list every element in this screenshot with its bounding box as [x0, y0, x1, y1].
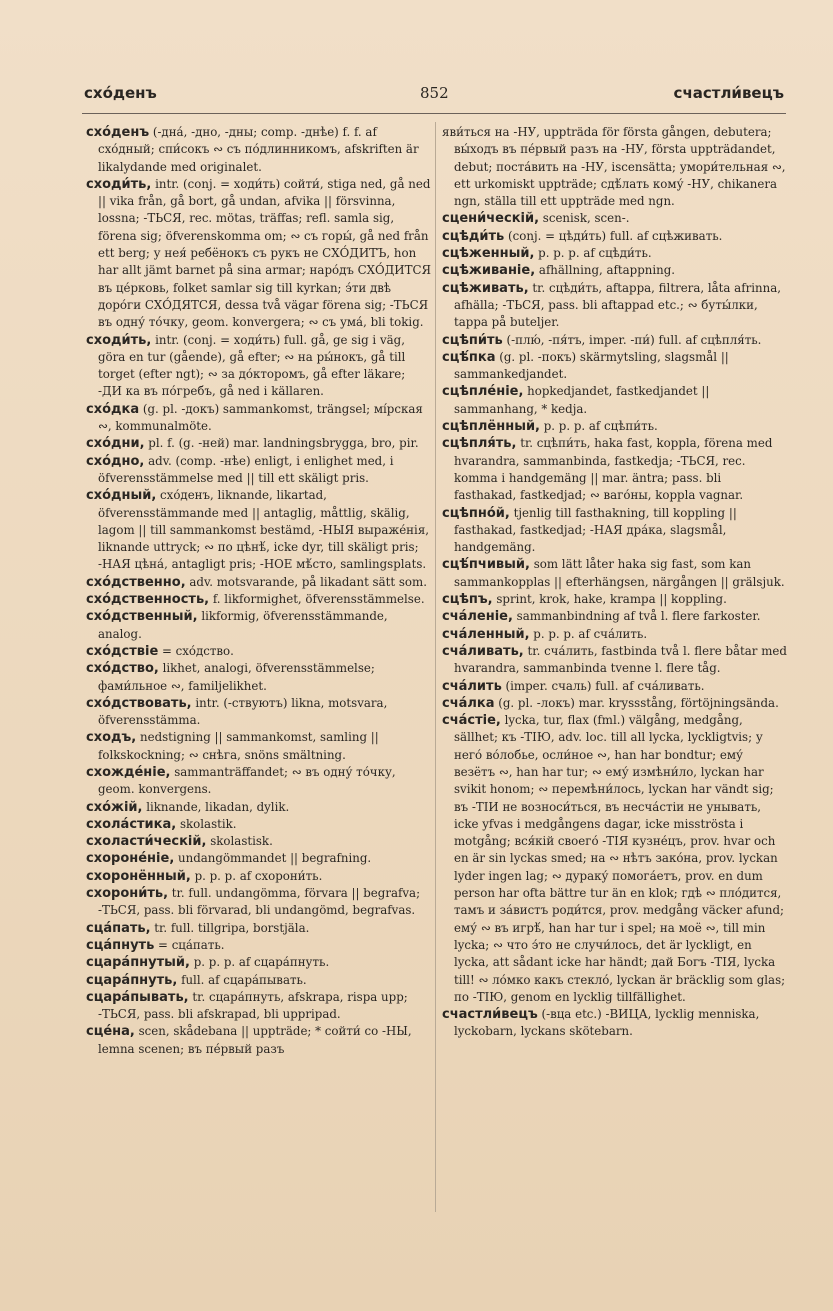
dictionary-entry	[442, 349, 787, 384]
entry-definition: tr. full. undangömma, förvara || begrafva; -ТЬСЯ, pass. bli förvarad, bli undangömd, begrafvas.	[98, 886, 421, 918]
entry-definition: = схо́дство.	[158, 643, 234, 658]
dictionary-entry	[86, 591, 431, 608]
entry-definition: p. p. p. af сцара́пнуть.	[189, 955, 330, 970]
dictionary-entry	[442, 245, 787, 262]
entry-definition: p. p. p. af сцѣди́ть.	[534, 246, 652, 261]
entry-headword: схо́дственно,	[86, 574, 186, 590]
header-rule	[82, 113, 786, 114]
dictionary-entry	[86, 453, 431, 488]
entry-definition: nedstigning || sammankomst, samling || folkskockning; ∾ снѣга, snöns smältning.	[98, 730, 379, 762]
entry-headword: сцѣ́пчивый,	[442, 557, 530, 573]
dictionary-entry	[86, 972, 431, 989]
dictionary-entry	[86, 660, 431, 695]
dictionary-entry	[86, 1023, 431, 1058]
dictionary-entry	[86, 764, 431, 799]
dictionary-entry	[442, 435, 787, 504]
entry-headword: схороне́ніе,	[86, 851, 175, 867]
dictionary-entry	[86, 487, 431, 573]
entry-definition: (conj. = цѣди́ть) full. af сцѣживать.	[504, 228, 723, 243]
entry-definition: яви́ться на -НУ, uppträda för första gången, debutera; вы́ходъ въ пе́рвый разъ на -НУ, första uppträdandet, debut; поста́вить на -НУ, iscensätta; умори́тельная ∾, ett urkomiskt uppträde; сдѣ́лать кому́ -НУ, chikanera ngn, ställa till ett uppträde med ngn.	[442, 125, 786, 209]
entry-definition: skolastik.	[176, 816, 237, 831]
entry-definition: (g. pl. -покъ) skärmytsling, slagsmål || sammankedjandet.	[454, 349, 729, 382]
dictionary-entry	[86, 989, 431, 1024]
dictionary-entry	[86, 954, 431, 971]
dictionary-entry	[86, 401, 431, 436]
column-divider	[435, 122, 436, 1212]
entry-definition: tr. сча́лить, fastbinda två l. flere båtar med hvarandra, sammanbinda tvenne l. flere tåg.	[454, 643, 787, 676]
dictionary-entry	[442, 1006, 787, 1041]
entry-headword: сцѣпи́ть	[442, 332, 503, 348]
entry-headword: сцѣпъ,	[442, 592, 493, 608]
entry-headword: схорони́ть,	[86, 886, 169, 902]
entry-definition: (imper. счаль) full. af сча́ливать.	[501, 678, 705, 693]
entry-definition: adv. motsvarande, på likadant sätt som.	[185, 574, 427, 589]
entry-definition: liknande, likadan, dylik.	[142, 799, 290, 814]
entry-headword: сча́леніе,	[442, 609, 513, 625]
dictionary-entry	[86, 799, 431, 816]
entry-headword: сцени́ческій,	[442, 211, 540, 227]
dictionary-entry	[442, 556, 787, 591]
entry-headword: схо́дный,	[86, 488, 157, 504]
entry-definition: afhällning, aftappning.	[535, 263, 676, 278]
entry-definition: som lätt låter haka sig fast, som kan sammankopplas || efterhängsen, närgången || grälsjuk.	[454, 557, 785, 589]
dictionary-entry	[86, 937, 431, 954]
dictionary-entry	[442, 332, 787, 349]
entry-definition: likformig, öfverensstämmande, analog.	[98, 609, 388, 641]
entry-definition: = сца́пать.	[154, 937, 225, 952]
entry-headword: схо́дка	[86, 401, 140, 417]
entry-definition: tr. сцѣпи́ть, haka fast, koppla, förena med hvarandra, sammanbinda, fastkedja; -ТЬСЯ, rec. komma i handgemäng || mar. äntra; pass. bli fasthakad, fastkedjad; ∾ ваго́ны, koppla vagnar.	[454, 436, 773, 503]
entry-definition: sammanträffandet; ∾ въ одну́ то́чку, geom. konvergens.	[98, 764, 396, 797]
entry-headword: сча́стіе,	[442, 713, 501, 729]
dictionary-entry	[442, 418, 787, 435]
entry-headword: сцѣди́ть	[442, 228, 505, 244]
entry-headword: сца́пать,	[86, 920, 151, 936]
dictionary-entry	[442, 228, 787, 245]
entry-definition: tr. сцара́пнуть, afskrapa, rispa upp; -ТЬСЯ, pass. bli afskrapad, bli uppripad.	[98, 989, 408, 1022]
entry-definition: (-дна́, -дно, -дны; comp. -днѣе) f. f. af схо́дный; спи́сокъ ∾ съ по́длинникомъ, afskriften är likalydande med originalet.	[98, 125, 419, 174]
entry-definition: (g. pl. -локъ) mar. kryssstång, förtöjningsända.	[494, 695, 779, 710]
entry-headword: сцѣженный,	[442, 246, 535, 262]
entry-headword: схоронённый,	[86, 868, 191, 884]
running-head-right: счастли́вецъ	[673, 84, 784, 102]
entry-headword: сцара́пывать,	[86, 989, 189, 1005]
dictionary-entry	[86, 920, 431, 937]
entry-headword: схо́дствіе	[86, 643, 159, 659]
entry-headword: сцара́пнутый,	[86, 955, 190, 971]
entry-definition: tjenlig till fasthakning, till koppling || fasthakad, fastkedjad; -НАЯ дра́ка, slagsmål, handgemäng.	[454, 505, 737, 555]
dictionary-entry	[86, 695, 431, 730]
dictionary-entry	[442, 280, 787, 332]
entry-headword: сцѣживать,	[442, 280, 529, 296]
entry-headword: сцѣпле́ніе,	[442, 384, 524, 400]
dictionary-entry	[86, 868, 431, 885]
dictionary-entry	[86, 729, 431, 764]
entry-headword: схо́дни,	[86, 436, 145, 452]
entry-headword: схо́денъ	[86, 125, 150, 140]
page-number: 852	[420, 84, 449, 102]
running-head-left: схо́денъ	[84, 84, 157, 102]
entry-definition: p. p. p. af схорони́ть.	[190, 868, 323, 883]
dictionary-entry	[442, 608, 787, 625]
entry-headword: сцара́пнуть,	[86, 972, 178, 988]
right-column	[442, 124, 787, 1041]
entry-headword: сца́пнуть	[86, 937, 155, 953]
entry-headword: счастли́вецъ	[442, 1007, 538, 1023]
dictionary-entry	[86, 885, 431, 920]
entry-definition: sprint, krok, hake, krampa || koppling.	[492, 592, 727, 607]
entry-headword: сцѣплённый,	[442, 419, 540, 435]
entry-headword: сча́лка	[442, 695, 495, 711]
entry-definition: (-плю́, -пя́тъ, imper. -пи́) full. af сцѣпля́ть.	[502, 332, 762, 347]
dictionary-entry	[86, 574, 431, 591]
entry-headword: сходъ,	[86, 730, 137, 746]
entry-definition: lycka, tur, flax (fml.) välgång, medgång, sällhet; къ -ТІЮ, adv. loc. till all lycka, lyckligtvis; у него́ во́лобье, осли́ное ∾, han har bondtur; ему́ везётъ ∾, han har tur; ∾ ему́ измѣни́ло, lyckan har svikit honom; ∾ перемѣни́лось, lyckan har vändt sig; въ -ТІИ не возноси́ться, въ несча́стіи не унывать, icke yfvas i medgångens dagar, icke misströsta i motgång; вся́кій своего́ -ТІЯ кузне́цъ, prov. hvar och en är sin lyckas smed; на ∾ нѣтъ зако́на, prov. lyckan lyder ingen lag; ∾ дураку́ помога́етъ, prov. en dum person har ofta bättre tur än en klok; гдѣ ∾ пло́дится, тамъ и за́вистъ роди́тся, prov. medgång väcker afund; ему́ ∾ въ игрѣ́, han har tur i spel; на моё ∾, till min lycka; ∾ что э́то не случи́лось, det är lyckligt, en lycka, att sådant icke har händt; дай Богъ -ТІЯ, lycka till! ∾ ло́мко какъ стекло́, lyckan är bräcklig som glas; по -ТІЮ, genom en lycklig tillfällighet.	[454, 713, 786, 1004]
entry-headword: сходи́ть,	[86, 176, 152, 192]
entry-definition: likhet, analogi, öfverensstämmelse; фами́льное ∾, familjelikhet.	[98, 661, 375, 693]
entry-definition: tr. full. tillgripa, borstjäla.	[150, 920, 310, 935]
entry-headword: сча́ленный,	[442, 626, 530, 642]
entry-definition: pl. f. (g. -ней) mar. landningsbrygga, bro, pir.	[144, 436, 419, 451]
entry-definition: sammanbindning af två l. flere farkoster.	[512, 609, 761, 624]
entry-definition: intr. (-ствуютъ) likna, motsvara, öfverensstämma.	[98, 695, 388, 728]
entry-headword: сча́лить	[442, 678, 502, 694]
entry-headword: сце́на,	[86, 1024, 135, 1040]
entry-definition: (-вца etc.) -ВИЦА, lycklig menniska, lyckobarn, lyckans skötebarn.	[454, 1007, 760, 1039]
dictionary-entry	[442, 505, 787, 557]
entry-headword: схо́дство,	[86, 661, 159, 677]
entry-headword: сцѣпно́й,	[442, 505, 510, 521]
dictionary-entry	[442, 210, 787, 227]
entry-definition: scenisk, scen-.	[539, 211, 630, 226]
entry-headword: схо́дственный,	[86, 609, 198, 625]
dictionary-entry	[86, 176, 431, 332]
dictionary-entry	[442, 643, 787, 678]
dictionary-entry	[442, 262, 787, 279]
dictionary-entry	[442, 695, 787, 712]
dictionary-entry	[442, 591, 787, 608]
entry-headword: сцѣпля́ть,	[442, 436, 517, 452]
entry-headword: сцѣ́пка	[442, 349, 496, 365]
entry-headword: схо́дственность,	[86, 592, 210, 608]
dictionary-entry	[86, 643, 431, 660]
entry-definition: intr. (conj. = ходи́ть) сойти́, stiga ned, gå ned || vika från, gå bort, gå undan, afvika || försvinna, lossna; -ТЬСЯ, rec. mötas, träffas; refl. samla sig, förena sig; öfverenskomma om; ∾ съ горы́, gå ned från ett berg; у нея́ ребёнокъ съ рукъ не СХО́ДИТЪ, hon har allt jämt barnet på sina armar; наро́дъ СХО́ДИТСЯ въ це́рковь, folket samlar sig till kyrkan; э́ти двѣ доро́ги СХО́ДЯТСЯ, dessa två vägar förena sig; -ТЬСЯ въ одну́ то́чку, geom. konvergera; ∾ съ ума́, bli tokig.	[98, 176, 432, 330]
dictionary-entry	[442, 124, 787, 210]
left-column	[86, 124, 431, 1058]
dictionary-entry	[442, 383, 787, 418]
entry-headword: сцѣживаніе,	[442, 263, 536, 279]
entry-definition: full. af сцара́пывать.	[177, 972, 307, 987]
dictionary-entry	[86, 850, 431, 867]
dictionary-entry	[86, 435, 431, 452]
entry-definition: undangömmandet || begrafning.	[174, 851, 372, 866]
running-head	[84, 84, 784, 108]
entry-headword: схо́жій,	[86, 799, 143, 815]
entry-definition: p. p. p. af сцѣпи́ть.	[540, 419, 658, 434]
dictionary-entry	[86, 124, 431, 176]
entry-definition: adv. (comp. -нѣе) enligt, i enlighet med, i öfverensstämmelse med || till ett skäligt pris.	[98, 453, 394, 485]
dictionary-entry	[86, 332, 431, 401]
entry-definition: f. likformighet, öfverensstämmelse.	[209, 592, 425, 607]
dictionary-entry	[442, 712, 787, 1006]
entry-headword: сча́ливать,	[442, 643, 524, 659]
dictionary-entry	[86, 833, 431, 850]
dictionary-entry	[442, 626, 787, 643]
entry-headword: схоласти́ческій,	[86, 834, 207, 850]
dictionary-entry	[86, 816, 431, 833]
entry-definition: (g. pl. -докъ) sammankomst, trängsel; мі́рская ∾, kommunalmöte.	[98, 401, 423, 434]
entry-headword: схожде́ніе,	[86, 764, 171, 780]
entry-definition: hopkedjandet, fastkedjandet || sammanhang, * kedja.	[454, 384, 710, 416]
entry-headword: схола́стика,	[86, 816, 177, 832]
entry-headword: схо́дствовать,	[86, 695, 192, 711]
dictionary-entry	[442, 678, 787, 695]
entry-headword: схо́дно,	[86, 453, 145, 469]
entry-definition: схо́денъ, liknande, likartad, öfverensstämmande med || antaglig, måttlig, skälig, lagom || till sammankomst bestämd, -НЫЯ выраже́нія, liknande uttryck; ∾ по цѣнѣ́, icke dyr, till skäligt pris; -НАЯ цѣна́, antagligt pris; -НОЕ мѣ́сто, samlingsplats.	[98, 488, 430, 572]
entry-definition: intr. (conj. = ходи́ть) full. gå, ge sig i väg, göra en tur (gående), gå efter; ∾ на ры́нокъ, gå till torget (efter ngt); ∾ за до́кторомъ, gå efter läkare; -ДИ ка въ по́гребъ, gå ned i källaren.	[98, 332, 406, 399]
entry-definition: tr. сцѣди́ть, aftappa, filtrera, låta afrinna, afhälla; -ТЬСЯ, pass. bli aftappad etc.; ∾ буты́лки, tappa på buteljer.	[454, 280, 781, 330]
entry-definition: p. p. p. af сча́лить.	[529, 626, 648, 641]
entry-definition: scen, skådebana || uppträde; * сойти́ со -НЫ, lemna scenen; въ пе́рвый разъ	[98, 1024, 412, 1056]
dictionary-entry	[86, 608, 431, 643]
entry-headword: сходи́ть,	[86, 332, 152, 348]
entry-definition: skolastisk.	[206, 834, 273, 849]
